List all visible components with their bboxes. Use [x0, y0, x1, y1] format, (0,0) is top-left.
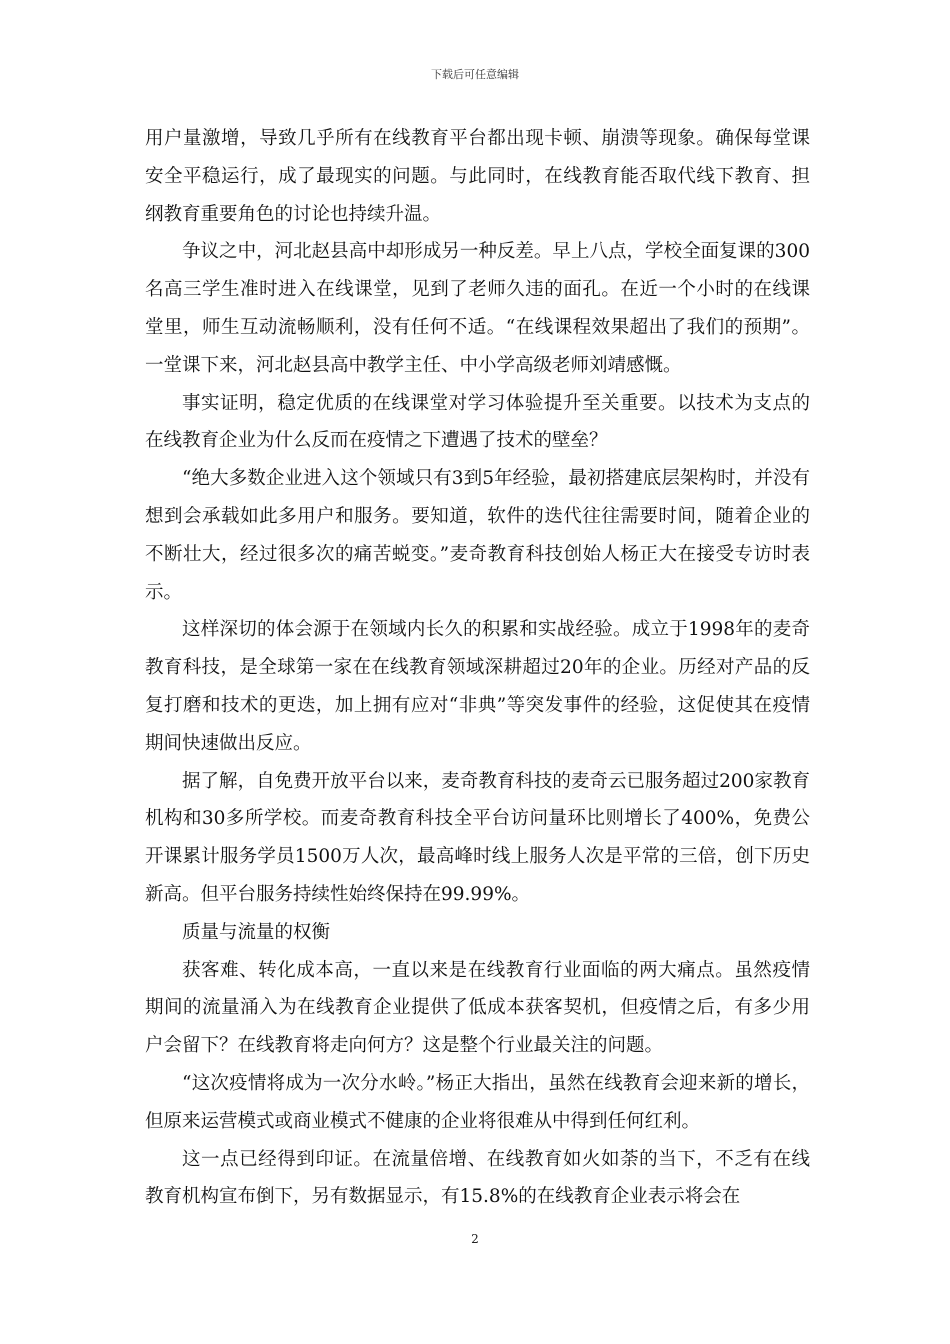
- paragraph: “这次疫情将成为一次分水岭。”杨正大指出，虽然在线教育会迎来新的增长，但原来运营模式或商业模式不健康的企业将很难从中得到任何红利。: [145, 1072, 810, 1132]
- paragraph: 这一点已经得到印证。在流量倍增、在线教育如火如荼的当下，不乏有在线教育机构宣布倒下，另有数据显示，有15.8%的在线教育企业表示将会在: [145, 1148, 810, 1208]
- paragraph: “绝大多数企业进入这个领域只有3到5年经验，最初搭建底层架构时，并没有想到会承载如此多用户和服务。要知道，软件的迭代往往需要时间，随着企业的不断壮大，经过很多次的痛苦蜕变。”麦奇教育科技创始人杨正大在接受专访时表示。: [145, 468, 810, 603]
- document-body: [145, 120, 810, 1216]
- paragraph: 获客难、转化成本高，一直以来是在线教育行业面临的两大痛点。虽然疫情期间的流量涌入为在线教育企业提供了低成本获客契机，但疫情之后，有多少用户会留下？在线教育将走向何方？这是整个行业最关注的问题。: [145, 959, 810, 1057]
- page-number: 2: [471, 1232, 479, 1246]
- paragraph: 据了解，自免费开放平台以来，麦奇教育科技的麦奇云已服务超过200家教育机构和30多所学校。而麦奇教育科技全平台访问量环比则增长了400%，免费公开课累计服务学员1500万人次，最高峰时线上服务人次是平常的三倍，创下历史新高。但平台服务持续性始终保持在99.99%。: [145, 770, 810, 905]
- paragraph: 事实证明，稳定优质的在线课堂对学习体验提升至关重要。以技术为支点的在线教育企业为什么反而在疫情之下遭遇了技术的壁垒？: [145, 392, 810, 452]
- paragraph: 这样深切的体会源于在领域内长久的积累和实战经验。成立于1998年的麦奇教育科技，是全球第一家在在线教育领域深耕超过20年的企业。历经对产品的反复打磨和技术的更迭，加上拥有应对“非典”等突发事件的经验，这促使其在疫情期间快速做出反应。: [145, 619, 810, 754]
- paragraph: 争议之中，河北赵县高中却形成另一种反差。早上八点，学校全面复课的300名高三学生准时进入在线课堂，见到了老师久违的面孔。在近一个小时的在线课堂里，师生互动流畅顺利，没有任何不适。“在线课程效果超出了我们的预期”。一堂课下来，河北赵县高中教学主任、中小学高级老师刘靖感慨。: [145, 241, 810, 376]
- section-heading: 质量与流量的权衡: [182, 921, 331, 943]
- page-header: 下载后可任意编辑: [431, 68, 519, 81]
- paragraph: 用户量激增，导致几乎所有在线教育平台都出现卡顿、崩溃等现象。确保每堂课安全平稳运行，成了最现实的问题。与此同时，在线教育能否取代线下教育、担纲教育重要角色的讨论也持续升温。: [145, 128, 810, 225]
